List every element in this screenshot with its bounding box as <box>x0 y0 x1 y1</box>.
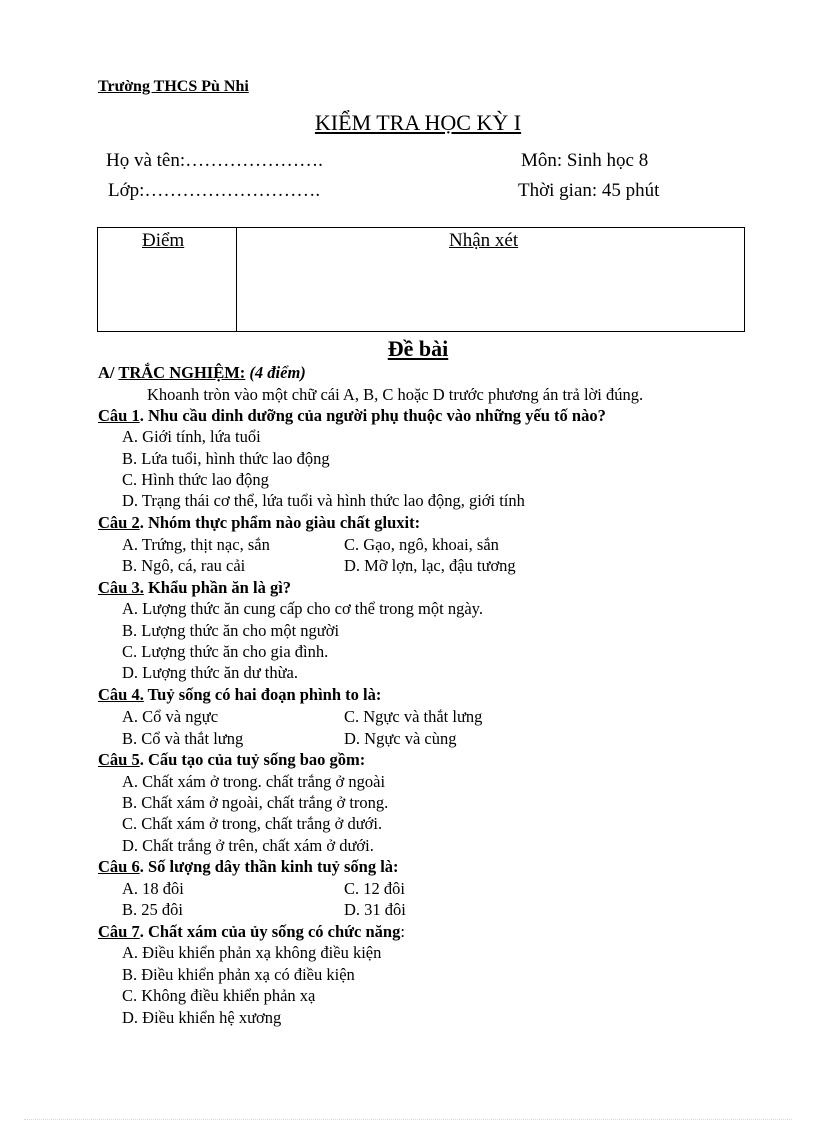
question-number: Câu 7 <box>98 922 140 941</box>
exam-heading: Đề bài <box>387 336 449 361</box>
question-number: Câu 5 <box>98 750 140 769</box>
option: D. Trạng thái cơ thể, lứa tuổi và hình thức lao động, giới tính <box>122 491 525 510</box>
option: B. Ngô, cá, rau cải <box>122 556 246 575</box>
question-2 <box>98 512 420 533</box>
option: D. Ngực và cùng <box>344 729 457 748</box>
option: C. Chất xám ở trong, chất trắng ở dưới. <box>122 814 383 833</box>
student-name-field: Họ và tên:…………………. <box>106 150 323 171</box>
question-text: . Chất xám của ủy sống có chức năng <box>139 922 401 941</box>
option: B. 25 đôi <box>122 900 183 919</box>
option: C. Ngực và thắt lưng <box>344 707 483 726</box>
score-table <box>97 227 745 332</box>
question-text: . Cấu tạo của tuỷ sống bao gồm: <box>139 750 366 769</box>
option: A. Lượng thức ăn cung cấp cho cơ thể trong một ngày. <box>122 599 483 618</box>
score-header: Điểm <box>142 230 185 251</box>
question-5 <box>98 749 365 770</box>
question-7 <box>98 921 405 942</box>
section-prefix: A/ <box>98 363 119 382</box>
question-text: Khẩu phần ăn là gì? <box>143 578 292 597</box>
option: D. Lượng thức ăn dư thừa. <box>122 663 299 682</box>
question-text: Tuỷ sống có hai đoạn phình to là: <box>143 685 382 704</box>
option: C. Gạo, ngô, khoai, sắn <box>344 535 499 554</box>
question-number: Câu 3. <box>98 578 144 597</box>
option: A. Chất xám ở trong. chất trắng ở ngoài <box>122 772 386 791</box>
option: C. Không điều khiển phản xạ <box>122 986 316 1005</box>
question-text: . Số lượng dây thần kinh tuỷ sống là: <box>139 857 399 876</box>
question-number: Câu 1 <box>98 406 140 425</box>
option: A. Giới tính, lứa tuổi <box>122 427 261 446</box>
option: A. Trứng, thịt nạc, sắn <box>122 535 270 554</box>
question-3 <box>98 577 291 598</box>
option: B. Cổ và thắt lưng <box>122 729 244 748</box>
option: C. Lượng thức ăn cho gia đình. <box>122 642 329 661</box>
question-text: . Nhóm thực phẩm nào giàu chất gluxit: <box>139 513 421 532</box>
page-bottom-edge <box>24 1119 792 1120</box>
question-number: Câu 2 <box>98 513 140 532</box>
option: D. Chất trắng ở trên, chất xám ở dưới. <box>122 836 374 855</box>
table-divider <box>236 228 237 331</box>
section-title: TRẮC NGHIỆM: <box>118 363 246 382</box>
question-number: Câu 6 <box>98 857 140 876</box>
exam-title: KIỂM TRA HỌC KỲ I <box>314 110 522 135</box>
subject-label: Môn: Sinh học 8 <box>521 150 649 171</box>
option: D. Điều khiển hệ xương <box>122 1008 282 1027</box>
option: B. Lứa tuổi, hình thức lao động <box>122 449 330 468</box>
option: B. Lượng thức ăn cho một người <box>122 621 340 640</box>
section-points: (4 điểm) <box>249 363 306 382</box>
question-number: Câu 4. <box>98 685 144 704</box>
option: C. Hình thức lao động <box>122 470 269 489</box>
option: B. Chất xám ở ngoài, chất trắng ở trong. <box>122 793 389 812</box>
option: D. Mỡ lợn, lạc, đậu tương <box>344 556 516 575</box>
section-a-heading <box>98 362 306 383</box>
section-instruction: Khoanh tròn vào một chữ cái A, B, C hoặc D trước phương án trả lời đúng. <box>147 385 644 404</box>
option: B. Điều khiển phản xạ có điều kiện <box>122 965 355 984</box>
question-1 <box>98 405 606 426</box>
option: D. 31 đôi <box>344 900 406 919</box>
option: A. Cổ và ngực <box>122 707 219 726</box>
option: A. Điều khiển phản xạ không điều kiện <box>122 943 382 962</box>
school-name: Trường THCS Pù Nhi <box>98 78 249 95</box>
class-field: Lớp:………………………. <box>108 180 321 201</box>
question-text: . Nhu cầu dinh dưỡng của người phụ thuộc vào những yếu tố nào? <box>139 406 606 425</box>
option: C. 12 đôi <box>344 879 405 898</box>
comment-header: Nhận xét <box>449 230 519 251</box>
question-4 <box>98 684 381 705</box>
option: A. 18 đôi <box>122 879 184 898</box>
question-colon: : <box>400 922 405 941</box>
question-6 <box>98 856 399 877</box>
time-label: Thời gian: 45 phút <box>518 180 660 201</box>
